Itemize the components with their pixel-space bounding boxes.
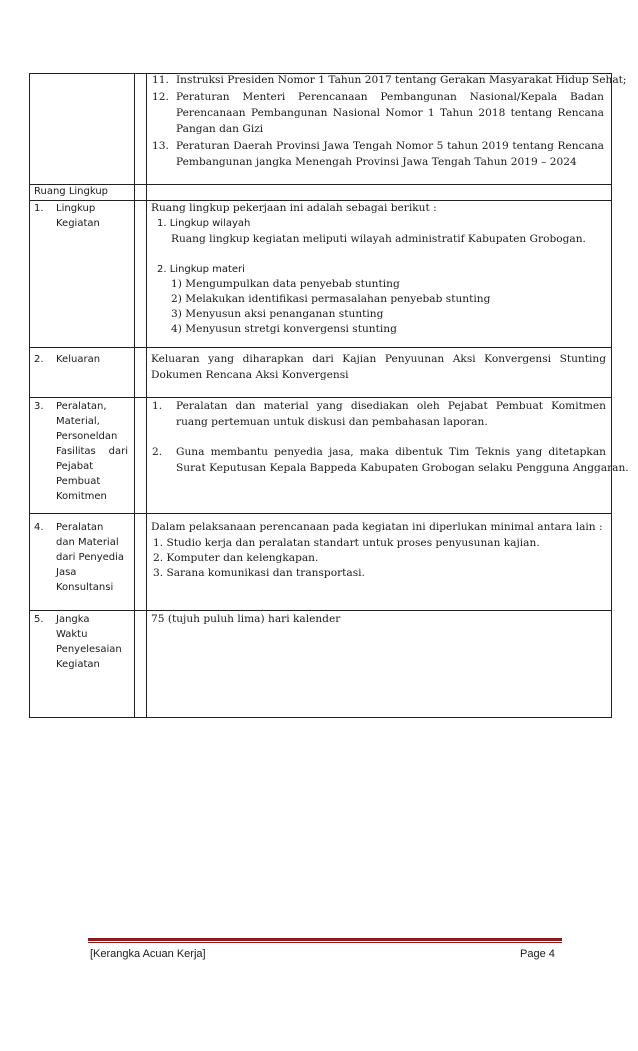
subsection-title: 2. Lingkup materi (157, 264, 245, 275)
list-item: 3. Sarana komunikasi dan transportasi. (153, 567, 365, 579)
list-item-text: Instruksi Presiden Nomor 1 Tahun 2017 tentang Gerakan Masyarakat Hidup Sehat; (176, 74, 627, 86)
row-label: Konsultansi (56, 582, 114, 593)
row-label: Pejabat (56, 461, 94, 472)
row-label: dari Penyedia (56, 552, 125, 563)
row-text: 75 (tujuh puluh lima) hari kalender (151, 613, 341, 625)
row-label: Fasilitas dari (56, 446, 128, 457)
list-item: 1. Studio kerja dan peralatan standart untuk proses penyusunan kajian. (153, 537, 540, 549)
list-item-number: 1. (152, 400, 163, 412)
row-divider-header (30, 184, 611, 185)
row-label: Jangka (56, 614, 90, 625)
list-item: 1) Mengumpulkan data penyebab stunting (171, 278, 400, 290)
list-item-text: Perencanaan Pembangunan Nasional Nomor 1 Tahun 2018 tentang Rencana (176, 107, 604, 119)
list-item-text: Pangan dan Gizi (176, 123, 264, 135)
list-item-text: Peraturan Menteri Perencanaan Pembangunan Nasional/Kepala Badan (176, 91, 604, 103)
row-label: Peralatan, (56, 401, 107, 412)
subsection-title: 1. Lingkup wilayah (157, 218, 251, 229)
row-text: Dokumen Rencana Aksi Konvergensi (151, 369, 349, 381)
row-text: Ruang lingkup pekerjaan ini adalah sebagai berikut : (151, 202, 437, 214)
row-number: 2. (34, 354, 44, 365)
row-text: Dalam pelaksanaan perencanaan pada kegiatan ini diperlukan minimal antara lain : (151, 521, 603, 533)
row-label: Komitmen (56, 491, 107, 502)
list-item: 2. Komputer dan kelengkapan. (153, 552, 319, 564)
row-label: Material, (56, 416, 100, 427)
row-label: Jasa (56, 567, 77, 578)
row-text: Ruang lingkup kegiatan meliputi wilayah administratif Kabupaten Grobogan. (171, 233, 586, 245)
list-item: 2) Melakukan identifikasi permasalahan penyebab stunting (171, 293, 491, 305)
row-number: 5. (34, 614, 44, 625)
col-divider-1 (134, 74, 135, 717)
list-item-text: Guna membantu penyedia jasa, maka dibentuk Tim Teknis yang ditetapkan (176, 446, 606, 458)
row-divider-4 (30, 513, 611, 514)
list-item-text: Peraturan Daerah Provinsi Jawa Tengah Nomor 5 tahun 2019 tentang Rencana (176, 140, 604, 152)
list-item-number: 2. (152, 446, 163, 458)
row-label: Keluaran (56, 354, 101, 365)
page-number: Page 4 (520, 948, 555, 960)
row-text: Keluaran yang diharapkan dari Kajian Penyuunan Aksi Konvergensi Stunting (151, 353, 606, 365)
row-label: Personeldan (56, 431, 118, 442)
row-label: Waktu (56, 629, 88, 640)
list-item-text: Pembangunan jangka Menengah Provinsi Jawa Tengah Tahun 2019 – 2024 (176, 156, 577, 168)
row-divider-3 (30, 397, 611, 398)
row-label: Lingkup (56, 203, 96, 214)
list-item-text: Surat Keputusan Kepala Bappeda Kabupaten Grobogan selaku Pengguna Anggaran. (176, 462, 629, 474)
list-item: 4) Menyusun stretgi konvergensi stunting (171, 323, 397, 335)
row-number: 1. (34, 203, 44, 214)
list-item-number: 13. (152, 140, 169, 152)
row-label: Pembuat (56, 476, 101, 487)
list-item-number: 11. (152, 74, 169, 86)
row-label: Kegiatan (56, 218, 100, 229)
row-divider-5 (30, 610, 611, 611)
footer-rule-thin (88, 942, 562, 943)
row-number: 4. (34, 522, 44, 533)
section-header: Ruang Lingkup (34, 186, 109, 197)
footer-document-title: [Kerangka Acuan Kerja] (90, 948, 206, 960)
list-item-text: ruang pertemuan untuk diskusi dan pembahasan laporan. (176, 416, 488, 428)
list-item-text: Peralatan dan material yang disediakan oleh Pejabat Pembuat Komitmen (176, 400, 606, 412)
row-label: Penyelesaian (56, 644, 122, 655)
row-label: Peralatan (56, 522, 104, 533)
footer-rule (88, 938, 562, 941)
col-divider-2 (146, 74, 147, 717)
list-item-number: 12. (152, 91, 169, 103)
list-item: 3) Menyusun aksi penanganan stunting (171, 308, 384, 320)
row-number: 3. (34, 401, 44, 412)
row-label: dan Material (56, 537, 119, 548)
row-label: Kegiatan (56, 659, 100, 670)
row-divider-2 (30, 347, 611, 348)
